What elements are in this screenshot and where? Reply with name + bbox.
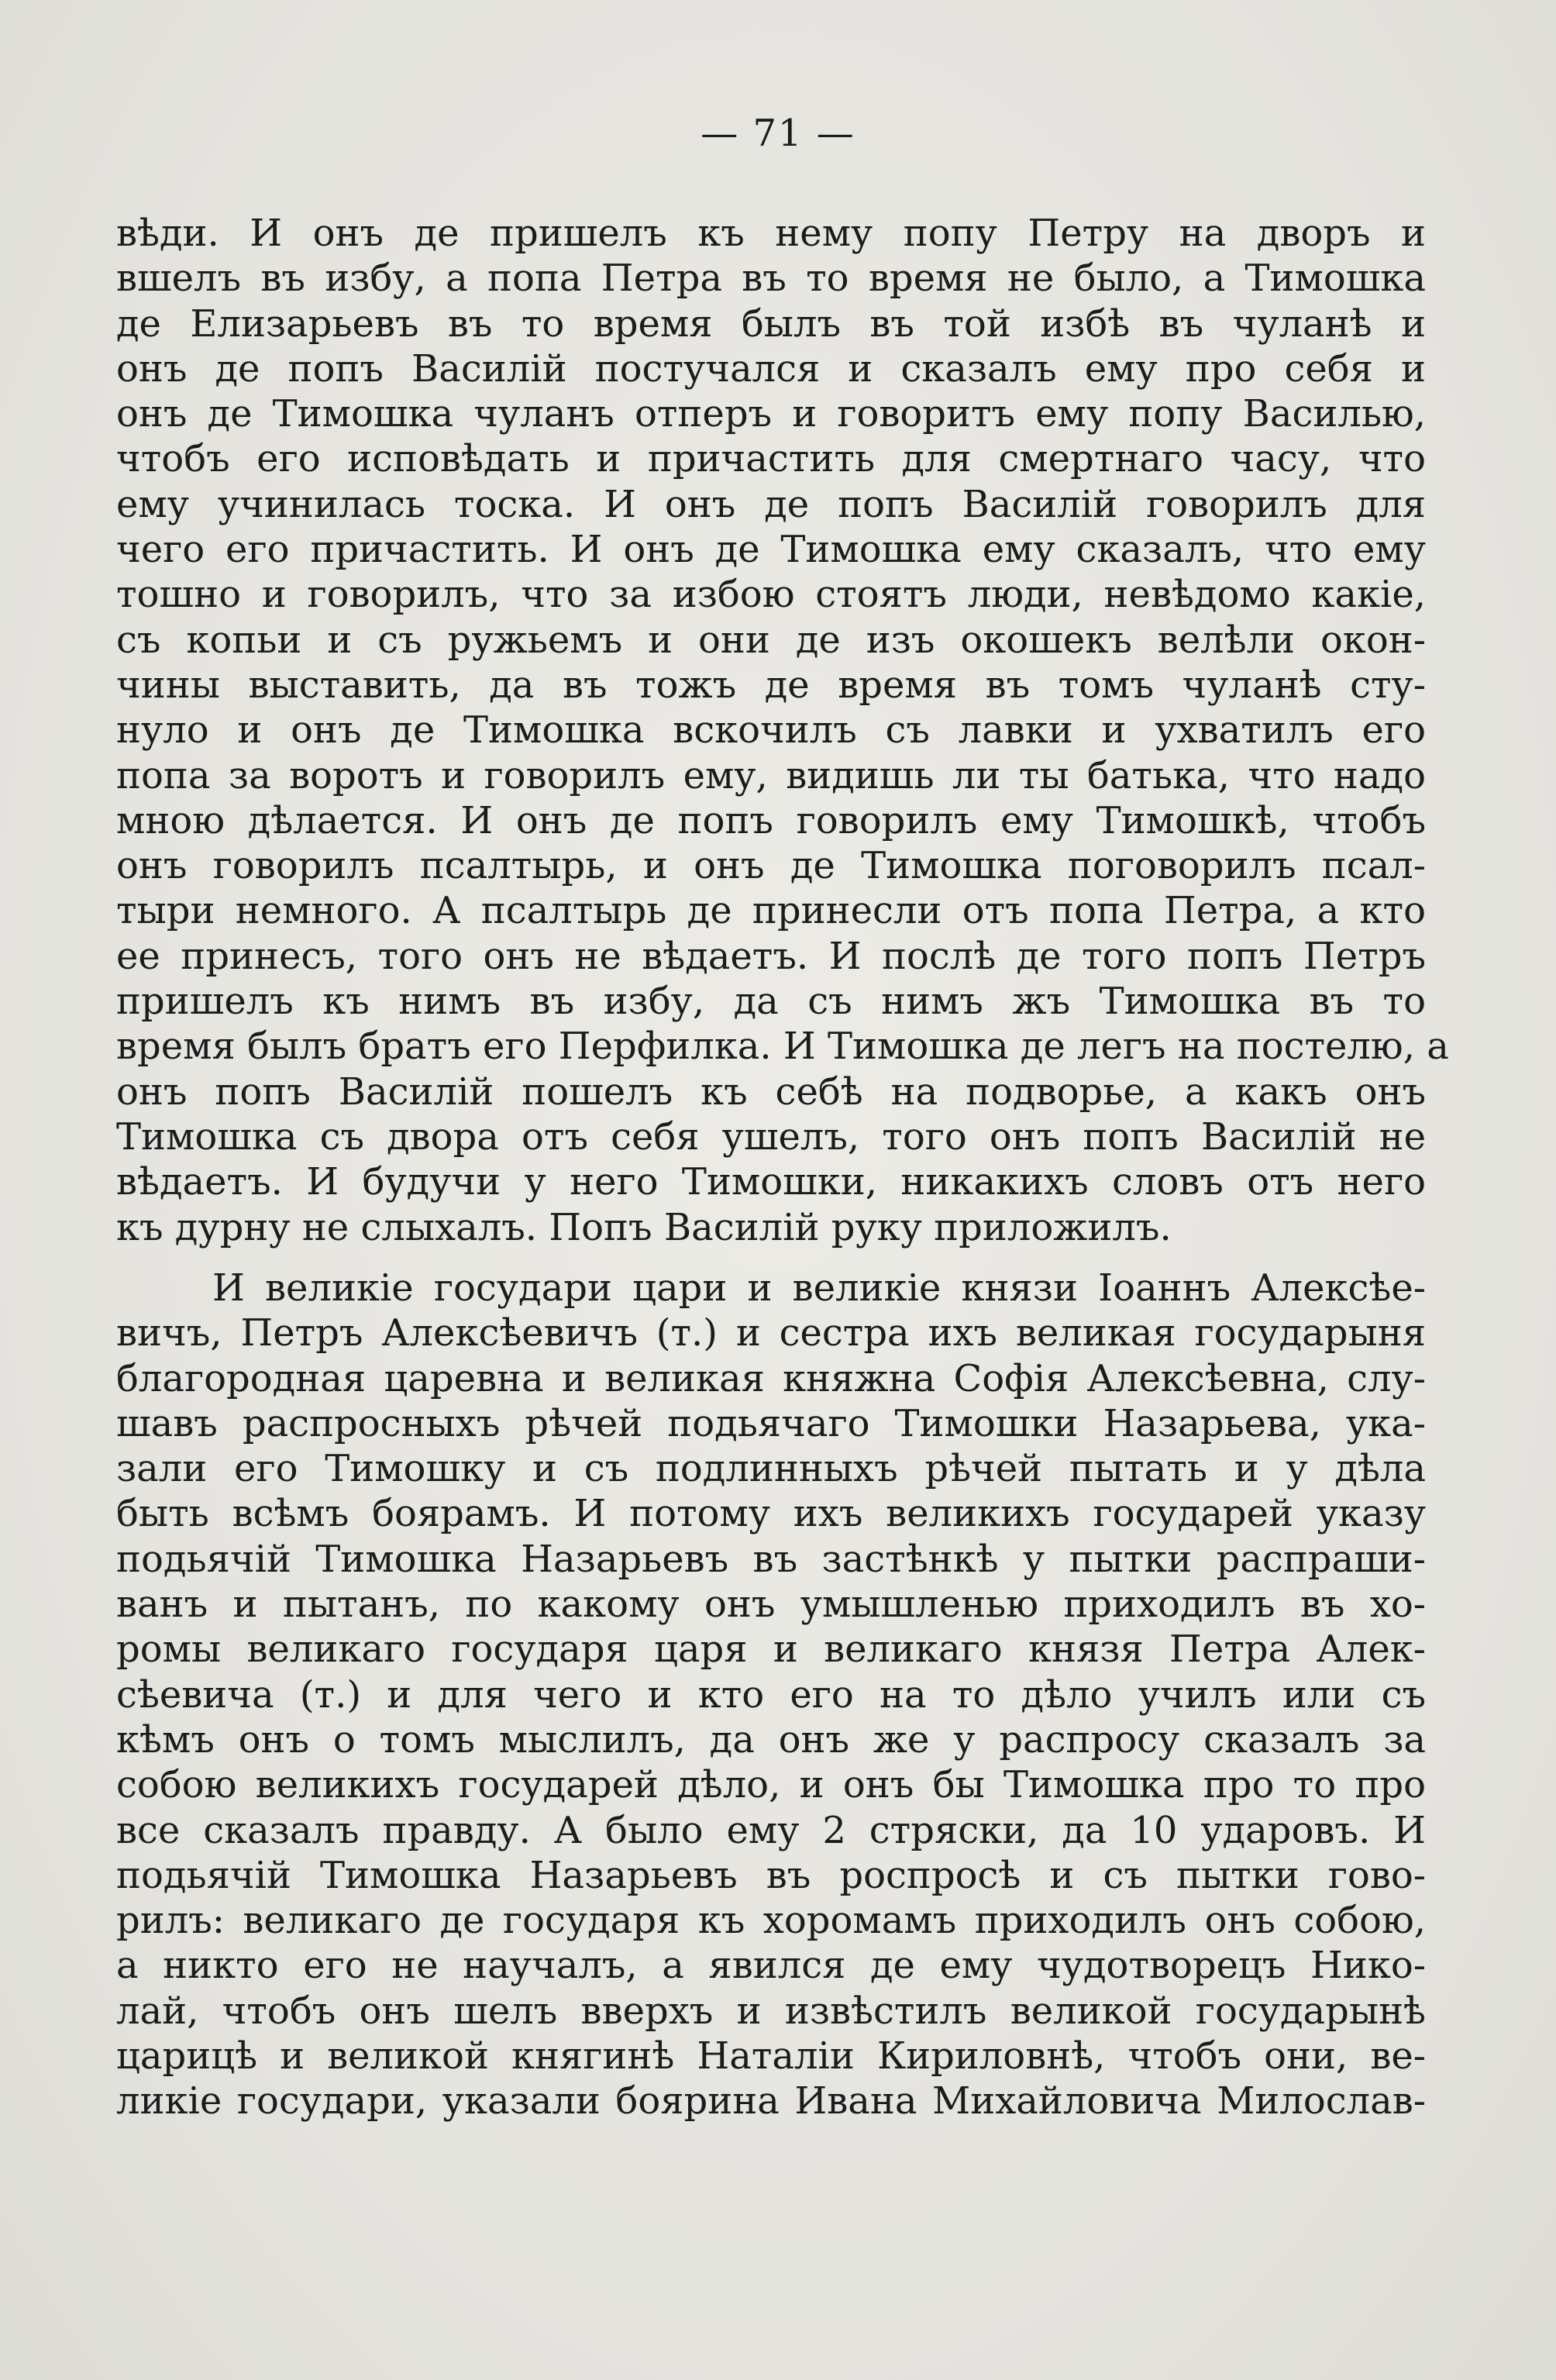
text-line: сѣевича (т.) и для чего и кто его на то дѣло училъ или съ: [116, 1672, 1426, 1717]
text-line: онъ де попъ Василій постучался и сказалъ ему про себя и: [116, 346, 1426, 391]
text-line: вѣди. И онъ де пришелъ къ нему попу Петру на дворъ и: [116, 212, 1426, 255]
page-number: — 71 —: [701, 112, 855, 155]
text-line: пришелъ къ нимъ въ избу, да съ нимъ жъ Тимошка въ то: [116, 980, 1426, 1024]
text-line: все сказалъ правду. А было ему 2 стряски, да 10 ударовъ. И: [116, 1808, 1426, 1852]
text-line: быть всѣмъ боярамъ. И потому ихъ великихъ государей указу: [116, 1492, 1426, 1536]
text-line: попа за воротъ и говорилъ ему, видишь ли ты батька, что надо: [116, 753, 1426, 797]
text-line: онъ говорилъ псалтырь, и онъ де Тимошка поговорилъ псал-: [116, 844, 1426, 888]
text-line: шавъ распросныхъ рѣчей подьячаго Тимошки Назарьева, ука-: [116, 1401, 1426, 1445]
text-line: ванъ и пытанъ, по какому онъ умышленью приходилъ въ хо-: [116, 1583, 1426, 1627]
text-line: мною дѣлается. И онъ де попъ говорилъ ему Тимошкѣ, чтобъ: [116, 798, 1426, 842]
text-line: чего его причастить. И онъ де Тимошка ему сказалъ, что ему: [116, 528, 1426, 572]
text-line: онъ де Тимошка чуланъ отперъ и говоритъ ему попу Василью,: [116, 392, 1426, 436]
text-line: ликіе государи, указали боярина Ивана Михайловича Милослав-: [116, 2079, 1426, 2123]
text-line: ее принесъ, того онъ не вѣдаетъ. И послѣ де того попъ Петръ: [116, 934, 1426, 978]
text-line: лай, чтобъ онъ шелъ вверхъ и извѣстилъ великой государынѣ: [116, 1989, 1426, 2033]
text-line: Тимошка съ двора отъ себя ушелъ, того онъ попъ Василій не: [116, 1114, 1426, 1159]
text-line: вѣдаетъ. И будучи у него Тимошки, никакихъ словъ отъ него: [116, 1160, 1426, 1204]
text-line: подьячій Тимошка Назарьевъ въ застѣнкѣ у пытки распраши-: [116, 1537, 1426, 1581]
text-line: зали его Тимошку и съ подлинныхъ рѣчей пытать и у дѣла: [116, 1447, 1426, 1491]
text-line: время былъ братъ его Перфилка. И Тимошка де легъ на постелю, а: [116, 1025, 1449, 1069]
text-line: вичъ, Петръ Алексѣевичъ (т.) и сестра ихъ великая государыня: [116, 1311, 1426, 1355]
text-line: де Елизарьевъ въ то время былъ въ той избѣ въ чуланѣ и: [116, 301, 1426, 346]
text-line: тыри немного. А псалтырь де принесли отъ попа Петра, а кто: [116, 889, 1426, 933]
text-line: вшелъ въ избу, а попа Петра въ то время не было, а Тимошка: [116, 257, 1426, 301]
text-line: съ копьи и съ ружьемъ и они де изъ окошекъ велѣли окон-: [116, 618, 1426, 662]
text-line: онъ попъ Василій пошелъ къ себѣ на подворье, а какъ онъ: [116, 1069, 1426, 1114]
text-line: царицѣ и великой княгинѣ Наталіи Кириловнѣ, чтобъ они, ве-: [116, 2034, 1426, 2079]
text-line: подьячій Тимошка Назарьевъ въ роспросѣ и съ пытки гово-: [116, 1853, 1426, 1897]
text-line: нуло и онъ де Тимошка вскочилъ съ лавки и ухватилъ его: [116, 708, 1426, 753]
text-line: чины выставить, да въ тожъ де время въ томъ чуланѣ сту-: [116, 663, 1426, 707]
text-line: чтобъ его исповѣдать и причастить для смертнаго часу, что: [116, 437, 1426, 481]
text-line: ромы великаго государя царя и великаго князя Петра Алек-: [116, 1627, 1426, 1672]
paragraph-1: [116, 211, 1449, 1250]
text-line: рилъ: великаго де государя къ хоромамъ приходилъ онъ собою,: [116, 1899, 1426, 1943]
text-line: И великіе государи цари и великіе князи Іоаннъ Алексѣе-: [212, 1266, 1426, 1310]
text-line: а никто его не научалъ, а явился де ему чудотворецъ Нико-: [116, 1944, 1426, 1988]
text-line: тошно и говорилъ, что за избою стоятъ люди, невѣдомо какіе,: [116, 573, 1426, 617]
text-line: къ дурну не слыхалъ. Попъ Василій руку приложилъ.: [116, 1205, 1172, 1249]
text-line: благородная царевна и великая княжна Софія Алексѣевна, слу-: [116, 1356, 1426, 1400]
paragraph-2: [116, 1266, 1426, 2124]
text-line: собою великихъ государей дѣло, и онъ бы Тимошка про то про: [116, 1763, 1426, 1807]
text-line: ему учинилась тоска. И онъ де попъ Василій говорилъ для: [116, 482, 1426, 526]
text-line: кѣмъ онъ о томъ мыслилъ, да онъ же у распросу сказалъ за: [116, 1717, 1426, 1762]
